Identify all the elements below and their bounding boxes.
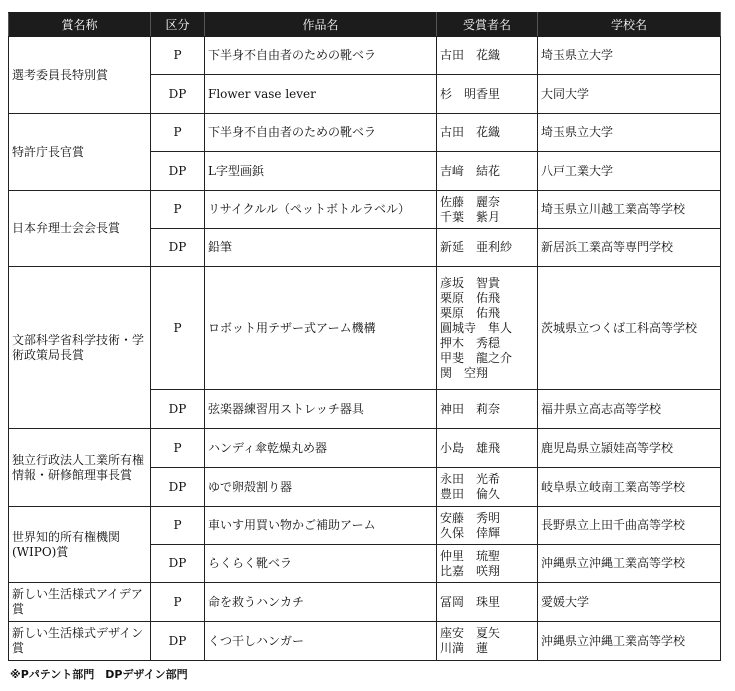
prize-name: 選考委員長特別賞 [9, 37, 151, 114]
work-title: 下半身不自由者のための靴ベラ [205, 114, 437, 152]
prize-name: 特許庁長官賞 [9, 114, 151, 191]
category-cell: DP [151, 75, 205, 114]
category-cell: DP [151, 390, 205, 429]
work-title: 下半身不自由者のための靴ベラ [205, 37, 437, 75]
work-title: 鉛筆 [205, 229, 437, 267]
winner-names: 吉﨑 結花 [437, 152, 538, 191]
category-cell: DP [151, 229, 205, 267]
category-cell: P [151, 191, 205, 229]
work-title: L字型画鋲 [205, 152, 437, 191]
winner-names: 古田 花織 [437, 114, 538, 152]
table-row [9, 429, 721, 468]
winner-names: 座安 夏矢 川満 蓮 [437, 622, 538, 661]
school-name: 茨城県立つくば工科高等学校 [538, 267, 721, 390]
winner-names: 杉 明香里 [437, 75, 538, 114]
category-cell: P [151, 267, 205, 390]
table-row [9, 114, 721, 152]
school-name: 鹿児島県立頴娃高等学校 [538, 429, 721, 468]
winner-names: 佐藤 麗奈 千葉 紫月 [437, 191, 538, 229]
header-school: 学校名 [538, 13, 721, 37]
table-row [9, 583, 721, 622]
work-title: らくらく靴ベラ [205, 545, 437, 583]
work-title: ロボット用テザー式アーム機構 [205, 267, 437, 390]
footnote: ※Pパテント部門 DPデザイン部門 [10, 668, 188, 681]
header-row [9, 13, 721, 37]
header-prize: 賞名称 [9, 13, 151, 37]
school-name: 埼玉県立大学 [538, 37, 721, 75]
category-cell: P [151, 583, 205, 622]
work-title: 車いす用買い物かご補助アーム [205, 507, 437, 545]
category-cell: DP [151, 622, 205, 661]
category-cell: P [151, 507, 205, 545]
school-name: 長野県立上田千曲高等学校 [538, 507, 721, 545]
school-name: 埼玉県立川越工業高等学校 [538, 191, 721, 229]
table-row [9, 507, 721, 545]
school-name: 八戸工業大学 [538, 152, 721, 191]
winner-names: 神田 莉奈 [437, 390, 538, 429]
school-name: 新居浜工業高等専門学校 [538, 229, 721, 267]
work-title: 命を救うハンカチ [205, 583, 437, 622]
prize-name: 文部科学省科学技術・学術政策局長賞 [9, 267, 151, 429]
table-row [9, 37, 721, 75]
winner-names: 永田 光希 豊田 倫久 [437, 468, 538, 507]
header-work: 作品名 [205, 13, 437, 37]
header-winners: 受賞者名 [437, 13, 538, 37]
prize-name: 日本弁理士会会長賞 [9, 191, 151, 267]
winner-names: 冨岡 珠里 [437, 583, 538, 622]
prize-name: 新しい生活様式デザイン賞 [9, 622, 151, 661]
category-cell: P [151, 114, 205, 152]
winner-names: 古田 花織 [437, 37, 538, 75]
school-name: 岐阜県立岐南工業高等学校 [538, 468, 721, 507]
winner-names: 安藤 秀明 久保 倖輝 [437, 507, 538, 545]
prize-name: 世界知的所有権機関(WIPO)賞 [9, 507, 151, 583]
work-title: ゆで卵殻割り器 [205, 468, 437, 507]
category-cell: P [151, 37, 205, 75]
work-title: Flower vase lever [205, 75, 437, 114]
school-name: 愛媛大学 [538, 583, 721, 622]
work-title: ハンディ傘乾燥丸め器 [205, 429, 437, 468]
category-cell: DP [151, 468, 205, 507]
table-row [9, 191, 721, 229]
winner-names: 新延 亜利紗 [437, 229, 538, 267]
awards-body [9, 37, 721, 661]
winner-names: 小島 雄飛 [437, 429, 538, 468]
prize-name: 独立行政法人工業所有権情報・研修館理事長賞 [9, 429, 151, 507]
work-title: くつ干しハンガー [205, 622, 437, 661]
winner-names: 彦坂 智貴 栗原 佑飛 栗原 佑飛 圓城寺 隼人 押木 秀穏 甲斐 龍之介 関 空翔 [437, 267, 538, 390]
prize-name: 新しい生活様式アイデア賞 [9, 583, 151, 622]
school-name: 沖縄県立沖縄工業高等学校 [538, 622, 721, 661]
school-name: 沖縄県立沖縄工業高等学校 [538, 545, 721, 583]
school-name: 福井県立高志高等学校 [538, 390, 721, 429]
table-row [9, 267, 721, 390]
work-title: リサイクルル（ペットボトルラベル） [205, 191, 437, 229]
category-cell: DP [151, 152, 205, 191]
header-category: 区分 [151, 13, 205, 37]
school-name: 埼玉県立大学 [538, 114, 721, 152]
category-cell: P [151, 429, 205, 468]
winner-names: 仲里 琉聖 比嘉 咲翔 [437, 545, 538, 583]
awards-table [8, 12, 721, 661]
school-name: 大同大学 [538, 75, 721, 114]
category-cell: DP [151, 545, 205, 583]
work-title: 弦楽器練習用ストレッチ器具 [205, 390, 437, 429]
table-row [9, 622, 721, 661]
